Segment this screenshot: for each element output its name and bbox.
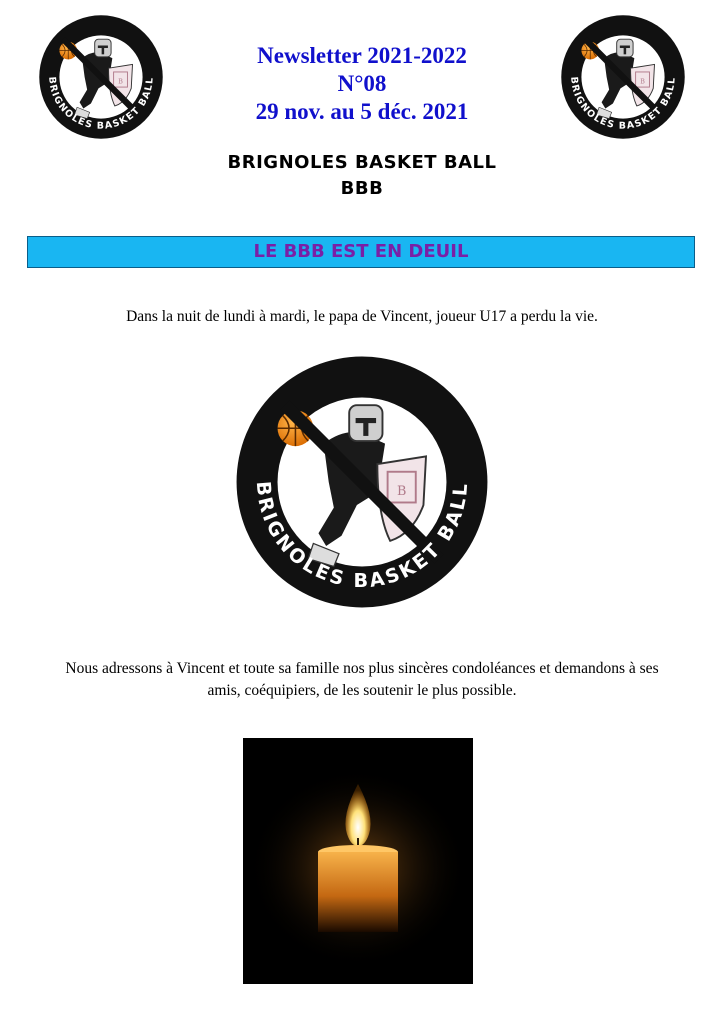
banner-text: LE BBB EST EN DEUIL xyxy=(253,241,469,262)
svg-text:BRIGNOLES BASKET BALL: BRIGNOLES BASKET BALL xyxy=(46,76,156,132)
issue-number: N°08 xyxy=(337,71,387,96)
section-banner xyxy=(27,236,695,268)
condolences-paragraph xyxy=(20,658,704,702)
club-acronym: BBB xyxy=(340,178,384,199)
svg-text:BRIGNOLES BASKET BALL: BRIGNOLES BASKET BALL xyxy=(251,480,473,592)
issue-date-range: 29 nov. au 5 déc. 2021 xyxy=(255,99,469,124)
club-logo-mourning xyxy=(234,354,490,610)
announcement-text: Dans la nuit de lundi à mardi, le papa de Vincent, joueur U17 a perdu la vie. xyxy=(126,308,598,325)
candle-image xyxy=(243,738,473,984)
newsletter-title xyxy=(190,42,534,126)
club-logo-left xyxy=(38,14,164,140)
condolences-line-2: amis, coéquipiers, de les soutenir le plus possible. xyxy=(207,682,517,699)
announcement-paragraph xyxy=(20,306,704,328)
club-logo-right xyxy=(560,14,686,140)
candle-icon xyxy=(243,738,473,984)
club-heading xyxy=(190,150,534,202)
condolences-line-1: Nous adressons à Vincent et toute sa famille nos plus sincères condoléances et demandons à ses xyxy=(65,660,659,677)
newsletter-name: Newsletter 2021-2022 xyxy=(257,43,467,68)
club-name: BRIGNOLES BASKET BALL xyxy=(227,152,497,173)
svg-text:BRIGNOLES BASKET BALL: BRIGNOLES BASKET BALL xyxy=(568,76,678,132)
